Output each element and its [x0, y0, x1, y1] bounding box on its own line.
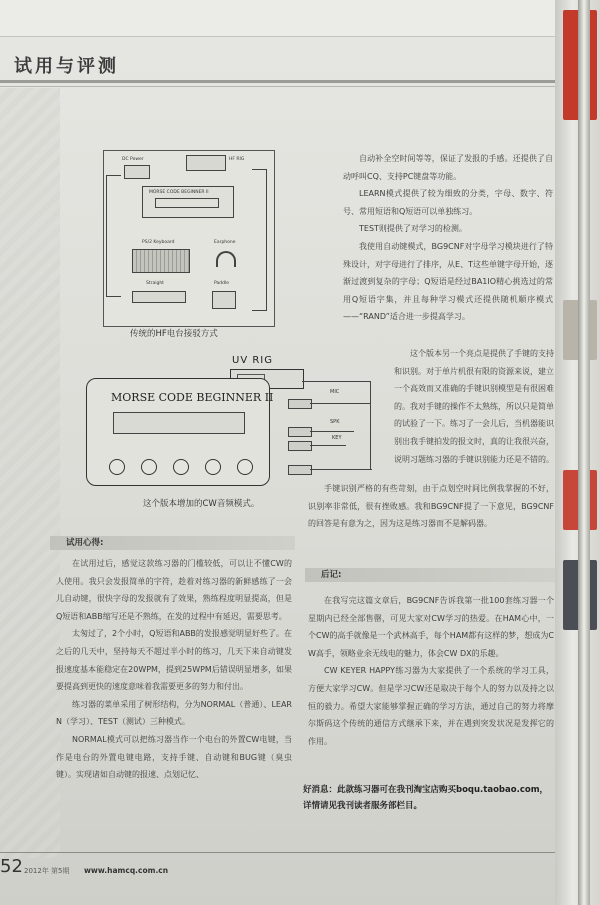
uv-rig-label: UV RIG	[232, 355, 273, 366]
paragraph: 练习器的菜单采用了树形结构，分为NORMAL（普通）、LEARN（学习）、TEST（测试）三种模式。	[56, 699, 292, 727]
paragraph: 太匆过了，2个小时，Q短语和ABB的发报感觉明显好些了。在之后的几天中，坚持每天不超过半小时的练习，几天下来自动键发报速度基本能稳定在20WPM，提到25WPM后错误明显增多，如果要提高到更快的速度意味着我需要更多的努力和付出。	[56, 629, 292, 692]
paragraph: CW KEYER HAPPY练习器为大家提供了一个系统的学习工具，方便大家学习CW。但是学习CW还是取决于每个人的努力以及持之以恒的毅力。希望大家能够掌握正确的学习方法，通过自己的努力将摩尔斯码这个传统的通信方式继承下来，并在遇到突发状况是发挥它的作用。	[308, 666, 554, 746]
right-column-top-text	[343, 150, 553, 326]
figure2-caption: 这个版本增加的CW音频模式。	[143, 499, 260, 509]
paragraph: NORMAL模式可以把练习器当作一个电台的外置CW电键，当作是电台的外置电键电路，支持手键、自动键和BUG键（臭虫键）。实现诸如自动键的报速、点划记忆、	[56, 734, 292, 780]
cable-right	[252, 169, 267, 311]
device-box	[142, 186, 234, 218]
header-rule	[0, 80, 560, 83]
dc-power-box	[124, 165, 150, 179]
audio-plug	[288, 427, 312, 437]
page-number: 52	[0, 856, 23, 877]
paragraph: LEARN模式提供了较为细致的分类，字母、数字、符号、常用短语和Q短语可以单独练习。	[343, 189, 553, 216]
header-rule-thin	[0, 86, 560, 87]
paragraph: TEST则提供了对学习的检测。	[359, 224, 467, 234]
cable-left	[106, 175, 121, 297]
cable	[310, 403, 370, 404]
paragraph: 在试用过后，感觉这款练习器的门槛较低，可以让不懂CW的人使用。我只会发报简单的字符，趁着对练习器的新鲜感练了一会儿自动键，很快字母的发报就有了效果，熟练程度明显提高，但是Q短语和ABB缩写还是不熟练，在发的过程中有延迟，需要思考。	[56, 559, 292, 621]
website-url: www.hamcq.com.cn	[84, 866, 169, 875]
cable	[370, 381, 371, 469]
device-button	[109, 459, 125, 475]
device-button	[237, 459, 253, 475]
hf-rig-label: HF RIG	[229, 157, 245, 162]
cable	[302, 381, 370, 382]
section-header-title: 试用与评测	[14, 56, 119, 77]
cable	[310, 469, 372, 470]
device-title: MORSE CODE BEGINNER II	[111, 391, 274, 404]
jack-label-mic: MIC	[330, 389, 340, 395]
paragraph: 自动补全空时间等等，保证了发报的手感。还提供了自动呼叫CQ、支持PC键盘等功能。	[343, 154, 553, 181]
issue-info: 2012年 第5期	[24, 867, 70, 875]
cable	[310, 445, 346, 446]
dc-power-label: DC Power	[122, 157, 144, 162]
earphone-icon	[216, 251, 236, 267]
straight-key-icon	[132, 291, 186, 303]
device-button	[173, 459, 189, 475]
right-column-after-text	[308, 480, 554, 533]
earphone-label: Earphone	[214, 240, 236, 245]
device-label: MORSE CODE BEGINNER II	[149, 190, 209, 195]
right-column-end-text	[308, 592, 554, 750]
previous-page-edge	[0, 0, 588, 37]
paddle-label: Paddle	[214, 281, 230, 286]
audio-plug	[288, 399, 312, 409]
jack-label-key: KEY	[332, 435, 342, 441]
purchase-notice: 好消息：此款练习器可在我刊淘宝店购买boqu.taobao.com，详情请见我刊读者服务部栏目。	[303, 785, 549, 811]
left-margin-decoration	[0, 88, 60, 858]
device-screen	[113, 412, 245, 434]
hf-rig-box	[186, 155, 226, 171]
device-button	[141, 459, 157, 475]
jack-label-spk: SPK	[330, 419, 340, 425]
straight-key-label: Straight	[146, 281, 164, 286]
audio-plug	[288, 465, 312, 475]
paragraph: 在我写完这篇文章后，BG9CNF告诉我第一批100套练习器一个星期内已经全部售罄，可见大家对CW学习的热爱。在HAM心中，一个CW的高手就像是一个武林高手，每个HAM都有这样的梦，想成为CW高手，领略业余无线电的魅力，体会CW DX的乐趣。	[308, 596, 554, 658]
keyboard-icon	[132, 249, 190, 273]
paddle-icon	[212, 291, 236, 309]
footer-rule	[0, 852, 560, 853]
figure1-caption: 传统的HF电台接驳方式	[130, 329, 218, 339]
cable	[310, 431, 354, 432]
keyboard-label: PS/2 Keyboard	[142, 240, 175, 245]
audio-plug	[288, 441, 312, 451]
right-column-narrow-text	[394, 345, 554, 468]
section-heading-trial: 试用心得:	[50, 536, 295, 550]
device-button	[205, 459, 221, 475]
left-column-text	[56, 555, 292, 784]
device-screen	[155, 198, 219, 208]
morse-code-beginner-device	[86, 378, 274, 486]
paragraph: 我使用自动键模式，BG9CNF对字母学习模块进行了特殊设计，对字母进行了排序，从E、T这些单键字母开始，逐渐过渡到复杂的字母；Q短语是经过BA1IO精心挑选过的常用Q短语字集，并且每种学习模式还提供随机顺序模式——“RAND”适合进一步提高学习。	[343, 241, 553, 322]
page-binding-fold	[578, 0, 590, 905]
section-heading-postscript: 后记:	[305, 568, 555, 582]
paragraph: 这个版本另一个亮点是提供了手键的支持和识别。对于单片机很有限的资源来说，建立一个高效而又准确的手键识别模型是有很困难的。我对手键的操作不太熟练，所以只是简单的试验了一下。练习了一会儿后，当机器能识别出我手键拍发的报文时，真的让我很兴奋，说明习题练习器的手键识别能力还是不错的。	[394, 349, 554, 464]
paragraph: 手键识别严格的有些苛刻，由于点划空时间比例我掌握的不好，识别率非常低，很有挫败感。我和BG9CNF提了一下意见，BG9CNF的回答是有意为之，因为这是练习器而不是解码器。	[308, 484, 554, 529]
hf-connection-diagram	[103, 150, 275, 327]
